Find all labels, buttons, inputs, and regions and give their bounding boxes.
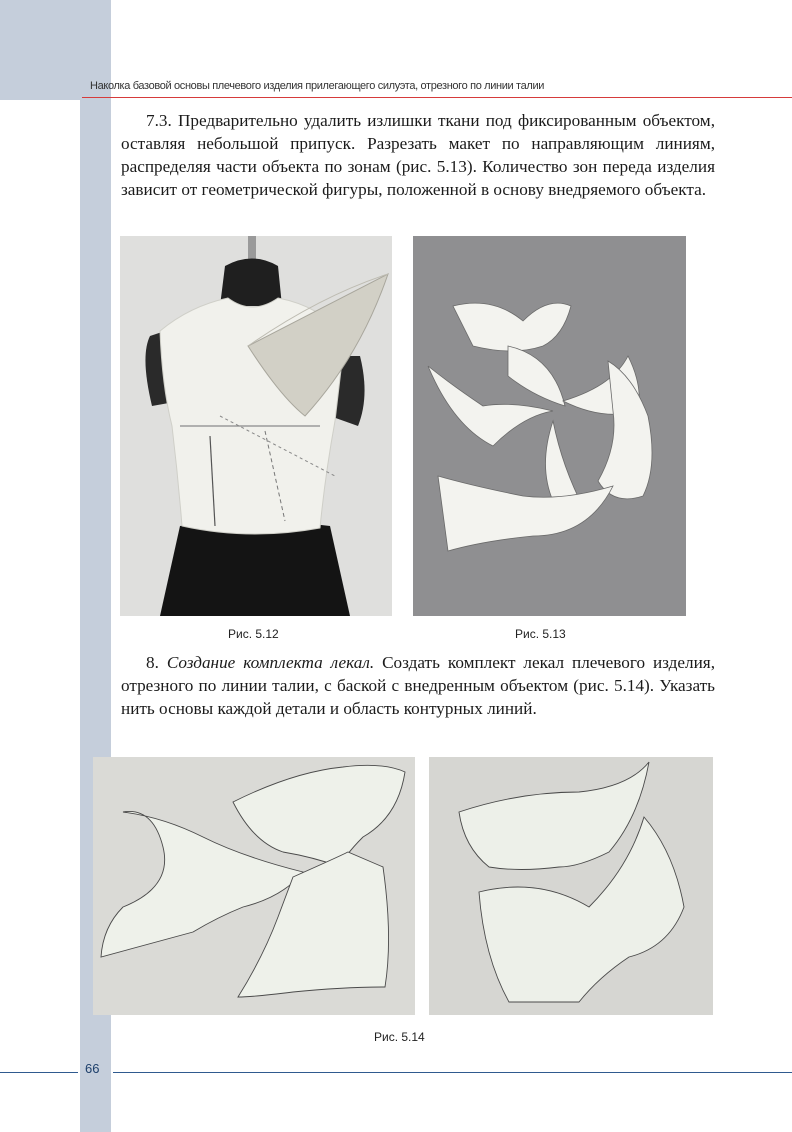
caption-figure-5-14: Рис. 5.14 xyxy=(374,1030,425,1044)
caption-figure-5-13: Рис. 5.13 xyxy=(515,627,566,641)
running-header: Наколка базовой основы плечевого изделия прилегающего силуэта, отрезного по линии талии xyxy=(90,80,545,92)
figure-5-14-right-photo xyxy=(429,757,713,1015)
paragraph-7-3: 7.3. Предварительно удалить излишки ткани под фиксированным объектом, оставляя небольшой припуск. Разрезать макет по направляющим линиям, распределяя части объекта по зонам (рис. 5.13). Количество зон переда изделия зависит от геометрической фигуры, положенной в основу внедряемого объекта. xyxy=(121,111,715,199)
header-color-block xyxy=(0,0,80,100)
paragraph-8 xyxy=(121,651,715,720)
footer-rule-right xyxy=(113,1072,792,1073)
footer-rule-left xyxy=(0,1072,78,1073)
paragraph-8-lead: 8. xyxy=(146,653,167,672)
figure-5-13-photo xyxy=(413,236,686,616)
caption-figure-5-12: Рис. 5.12 xyxy=(228,627,279,641)
page-number: 66 xyxy=(85,1061,100,1076)
figure-5-14-left-photo xyxy=(93,757,415,1015)
header-rule xyxy=(82,97,792,98)
paragraph-8-body: Создать комплект лекал плечевого изделия, отрезного по линии талии, с баской с внедренным объектом (рис. 5.14). Указать нить основы каждой детали и область контурных линий. xyxy=(121,653,716,718)
figure-5-12-photo xyxy=(120,236,392,616)
paragraph-8-italic-heading: Создание комплекта лекал. xyxy=(166,653,375,672)
